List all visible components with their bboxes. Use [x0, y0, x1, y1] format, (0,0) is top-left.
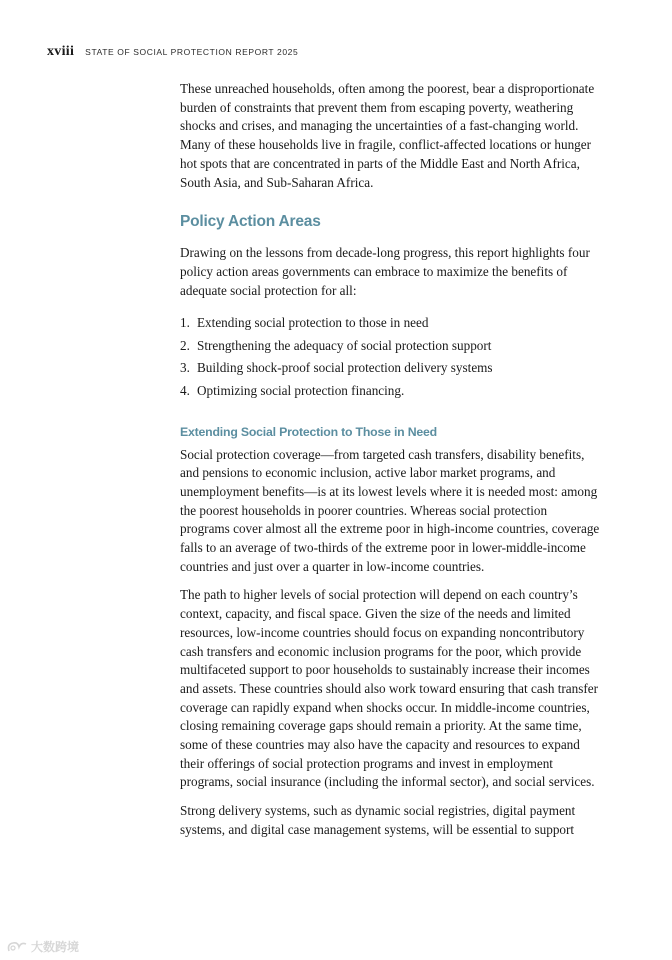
policy-lead-paragraph: Drawing on the lessons from decade-long progress, this report highlights four policy action areas governments can embrace to maximize the benefits of adequate social protection for all:	[180, 245, 590, 298]
list-item-number: 2.	[180, 337, 190, 353]
list-item	[180, 359, 600, 378]
body-paragraph: Strong delivery systems, such as dynamic social registries, digital payment systems, and digital case management systems, will be essential to support	[180, 803, 576, 837]
page-number: xviii	[47, 44, 75, 59]
section-heading-policy-action-areas: Policy Action Areas	[180, 213, 321, 231]
watermark-text: 大数跨境	[31, 940, 80, 954]
intro-paragraph: These unreached households, often among the poorest, bear a disproportionate burden of constraints that prevent them from escaping poverty, weathering shocks and crises, and managing the uncertainties of a fast-changing world. Many of these households live in fragile, conflict-affected locations or hunger hot spots that are concentrated in parts of the Middle East and North Africa, South Asia, and Sub-Saharan Africa.	[180, 81, 595, 190]
list-item-text: Extending social protection to those in need	[197, 315, 429, 331]
running-title: STATE OF SOCIAL PROTECTION REPORT 2025	[85, 47, 299, 57]
body-paragraph: The path to higher levels of social protection will depend on each country’s context, capacity, and fiscal space. Given the size of the needs and limited resources, low-income countries should focus on expanding noncontributory cash transfers and economic inclusion programs for the poor, which provide multifaceted support to poor households to sustainably increase their incomes and assets. These countries should also work toward ensuring that cash transfer coverage can rapidly expand when shocks occur. In middle-income countries, closing remaining coverage gaps should remain a priority. At the same time, some of these countries may also have the capacity and resources to expand their offerings of social protection programs and invest in employment programs, social insurance (including the informal sector), and social services.	[180, 587, 598, 790]
body-paragraph: Social protection coverage—from targeted cash transfers, disability benefits, and pensions to economic inclusion, active labor market programs, and unemployment benefits—is at its lowest levels where it is needed most: among the poorest households in poorer countries. Whereas social protection programs cover almost all the extreme poor in high-income countries, coverage falls to an average of two-thirds of the extreme poor in lower-middle-income countries and just over a quarter in low-income countries.	[180, 446, 600, 574]
main-content	[180, 80, 600, 850]
watermark-logo-icon	[6, 940, 28, 954]
running-head	[47, 44, 298, 60]
list-item-number: 3.	[180, 360, 190, 376]
policy-action-list	[180, 314, 600, 400]
list-item-text: Optimizing social protection financing.	[197, 382, 405, 398]
list-item-text: Building shock-proof social protection delivery systems	[197, 360, 493, 376]
list-item-text: Strengthening the adequacy of social protection support	[197, 337, 492, 353]
list-item-number: 1.	[180, 315, 190, 331]
watermark	[6, 938, 79, 955]
list-item-number: 4.	[180, 382, 190, 398]
list-item	[180, 337, 600, 356]
list-item	[180, 314, 600, 333]
subsection-heading-extending: Extending Social Protection to Those in Need	[180, 424, 437, 439]
list-item	[180, 382, 600, 401]
